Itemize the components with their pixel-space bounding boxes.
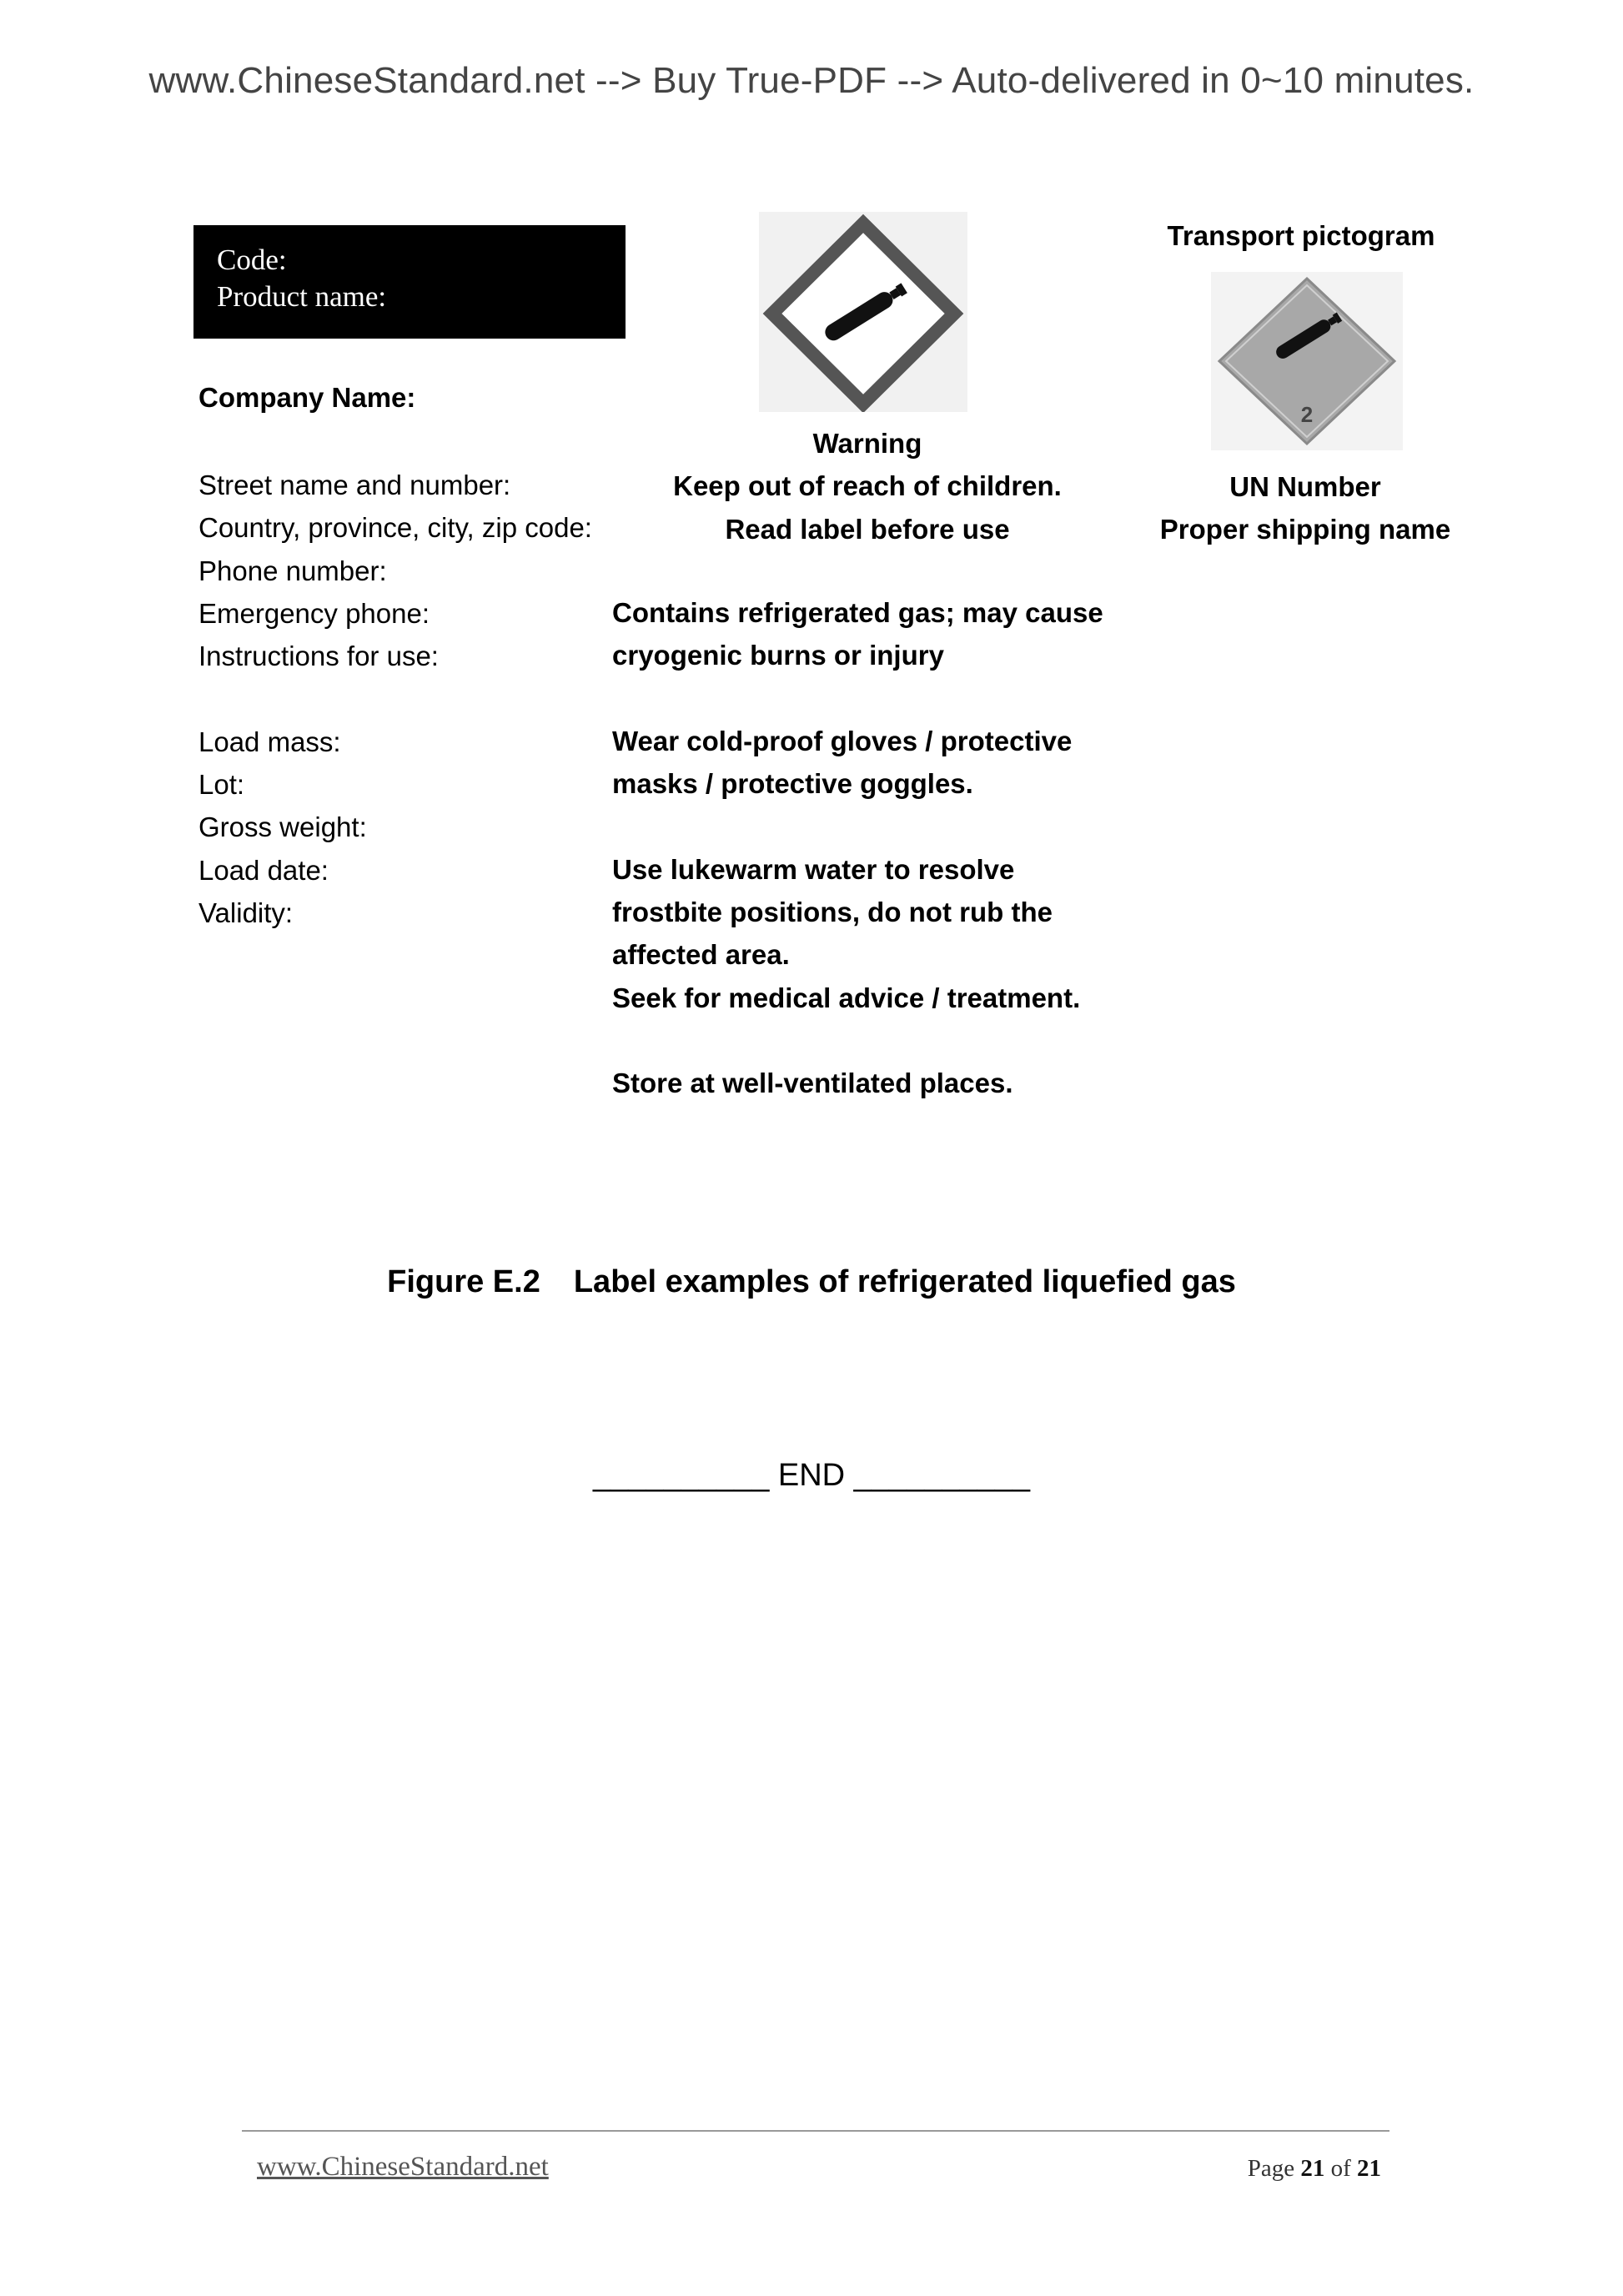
field-emergency-phone: Emergency phone: (198, 597, 430, 629)
page-total: 21 (1357, 2155, 1381, 2182)
footer-divider (242, 2130, 1389, 2132)
gas-cylinder-icon (759, 212, 967, 412)
company-name-label: Company Name: (198, 382, 416, 413)
footer-website-link[interactable]: www.ChineseStandard.net (257, 2152, 549, 2182)
field-load-date: Load date: (198, 854, 329, 886)
precaution-read-label: Read label before use (725, 513, 1010, 545)
signal-word: Warning (812, 428, 922, 459)
un-shipping-block (1134, 465, 1476, 551)
header-banner: www.ChineseStandard.net --> Buy True-PDF --> Auto-delivered in 0~10 minutes. (148, 60, 1475, 101)
proper-shipping-name-label: Proper shipping name (1159, 514, 1451, 545)
hazard-line: cryogenic burns or injury (612, 640, 944, 671)
code-label: Code: (217, 244, 287, 276)
page-of: of (1330, 2155, 1351, 2182)
field-load-mass: Load mass: (198, 726, 341, 757)
figure-title: Label examples of refrigerated liquefied gas (573, 1264, 1236, 1299)
end-marker: __________ END __________ (592, 1458, 1031, 1493)
hazard-line: Use lukewarm water to resolve (612, 853, 1015, 885)
hazard-line: affected area. (612, 939, 790, 971)
field-country: Country, province, city, zip code: (198, 512, 592, 544)
hazard-statements (612, 591, 1103, 1105)
field-gross-weight: Gross weight: (198, 811, 367, 843)
ghs-gas-cylinder-pictogram (759, 212, 967, 412)
transport-pictogram (1211, 272, 1403, 450)
transport-class-number: 2 (1300, 402, 1314, 427)
hazard-line: Contains refrigerated gas; may cause (612, 597, 1103, 628)
hazard-line: Seek for medical advice / treatment. (612, 982, 1081, 1013)
hazard-line: Wear cold-proof gloves / protective (612, 725, 1073, 756)
field-validity: Validity: (198, 897, 294, 928)
field-lot: Lot: (198, 769, 245, 801)
figure-caption (0, 1264, 1623, 1300)
transport-class-2-icon (1211, 272, 1403, 450)
un-number-label: UN Number (1229, 471, 1381, 502)
hazard-line: Store at well-ventilated places. (612, 1068, 1013, 1099)
footer-page-number (1248, 2155, 1381, 2183)
figure-number: Figure E.2 (387, 1264, 540, 1299)
hazard-line: masks / protective goggles. (612, 768, 973, 800)
field-street: Street name and number: (198, 470, 511, 500)
warning-block (634, 422, 1101, 550)
product-name-label: Product name: (217, 280, 387, 313)
field-phone: Phone number: (198, 555, 387, 586)
page-prefix: Page (1247, 2155, 1295, 2182)
precaution-children: Keep out of reach of children. (673, 470, 1062, 502)
transport-pictogram-title: Transport pictogram (1167, 220, 1435, 251)
label-fields-list (198, 464, 592, 934)
code-product-box (193, 225, 626, 339)
field-instructions: Instructions for use: (198, 641, 439, 672)
page-current: 21 (1300, 2155, 1325, 2182)
hazard-line: frostbite positions, do not rub the (612, 897, 1053, 928)
